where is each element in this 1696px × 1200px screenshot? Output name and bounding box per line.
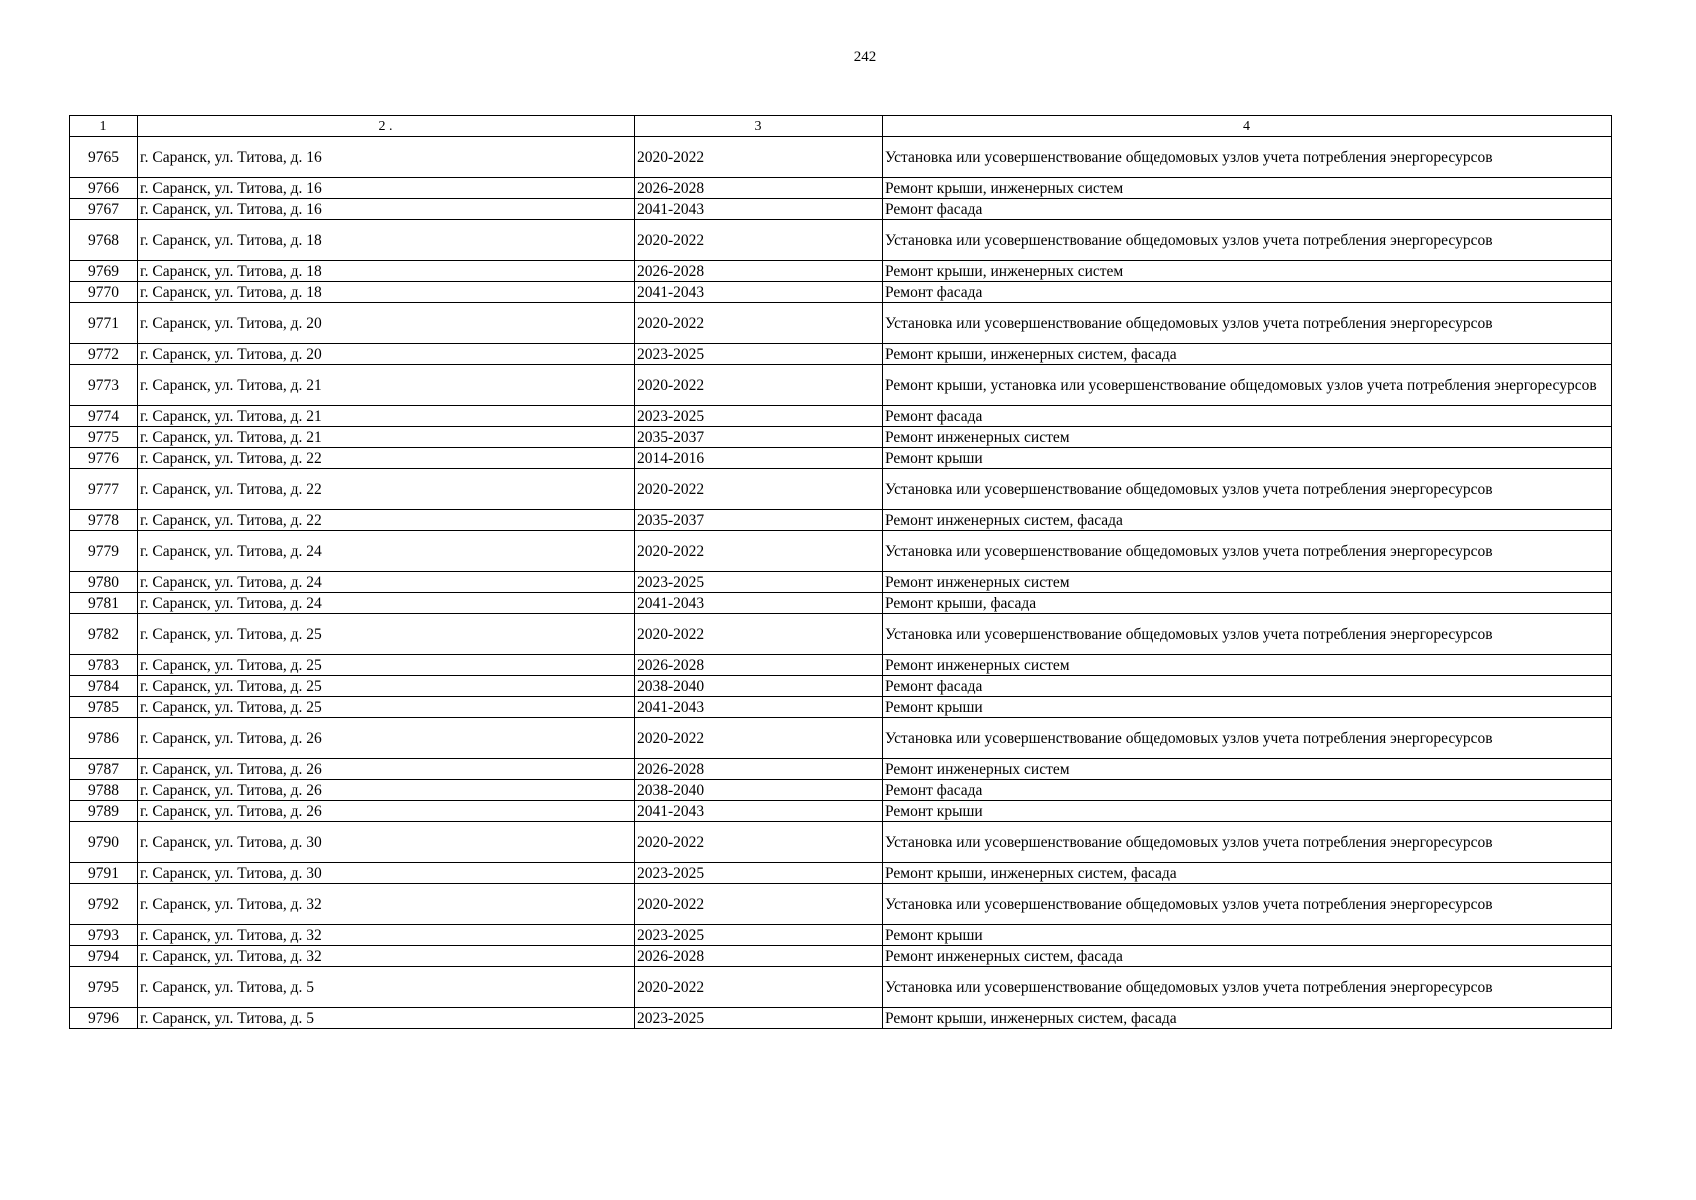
row-number: 9778 (70, 510, 138, 531)
row-number: 9795 (70, 967, 138, 1008)
address-cell: г. Саранск, ул. Титова, д. 20 (138, 344, 635, 365)
row-number: 9793 (70, 925, 138, 946)
address-cell: г. Саранск, ул. Титова, д. 25 (138, 614, 635, 655)
header-col-2: 2 . (138, 116, 635, 137)
work-type-cell: Установка или усовершенствование общедомовых узлов учета потребления энергоресурсов (883, 137, 1612, 178)
period-cell: 2023-2025 (635, 406, 883, 427)
row-number: 9777 (70, 469, 138, 510)
address-cell: г. Саранск, ул. Титова, д. 21 (138, 406, 635, 427)
table-row (70, 780, 1612, 801)
work-type-cell: Ремонт инженерных систем (883, 759, 1612, 780)
work-type-cell: Ремонт крыши (883, 697, 1612, 718)
period-cell: 2020-2022 (635, 967, 883, 1008)
table-row (70, 967, 1612, 1008)
address-cell: г. Саранск, ул. Титова, д. 16 (138, 137, 635, 178)
table-row (70, 448, 1612, 469)
period-cell: 2023-2025 (635, 1008, 883, 1029)
table-body (70, 137, 1612, 1029)
address-cell: г. Саранск, ул. Титова, д. 24 (138, 593, 635, 614)
address-cell: г. Саранск, ул. Титова, д. 26 (138, 718, 635, 759)
row-number: 9787 (70, 759, 138, 780)
period-cell: 2020-2022 (635, 614, 883, 655)
table-row (70, 261, 1612, 282)
work-type-cell: Установка или усовершенствование общедомовых узлов учета потребления энергоресурсов (883, 614, 1612, 655)
row-number: 9779 (70, 531, 138, 572)
table-row (70, 531, 1612, 572)
period-cell: 2026-2028 (635, 261, 883, 282)
row-number: 9773 (70, 365, 138, 406)
period-cell: 2020-2022 (635, 137, 883, 178)
row-number: 9765 (70, 137, 138, 178)
row-number: 9782 (70, 614, 138, 655)
work-type-cell: Ремонт крыши, инженерных систем, фасада (883, 863, 1612, 884)
work-type-cell: Ремонт инженерных систем (883, 655, 1612, 676)
address-cell: г. Саранск, ул. Титова, д. 30 (138, 863, 635, 884)
row-number: 9780 (70, 572, 138, 593)
work-type-cell: Установка или усовершенствование общедомовых узлов учета потребления энергоресурсов (883, 220, 1612, 261)
address-cell: г. Саранск, ул. Титова, д. 26 (138, 759, 635, 780)
work-type-cell: Ремонт крыши, фасада (883, 593, 1612, 614)
table-row (70, 925, 1612, 946)
address-cell: г. Саранск, ул. Титова, д. 5 (138, 1008, 635, 1029)
row-number: 9786 (70, 718, 138, 759)
work-type-cell: Ремонт инженерных систем, фасада (883, 510, 1612, 531)
row-number: 9788 (70, 780, 138, 801)
row-number: 9792 (70, 884, 138, 925)
work-type-cell: Ремонт фасада (883, 676, 1612, 697)
table-row (70, 822, 1612, 863)
row-number: 9790 (70, 822, 138, 863)
address-cell: г. Саранск, ул. Титова, д. 24 (138, 572, 635, 593)
table-row (70, 572, 1612, 593)
row-number: 9776 (70, 448, 138, 469)
period-cell: 2026-2028 (635, 178, 883, 199)
period-cell: 2020-2022 (635, 365, 883, 406)
period-cell: 2035-2037 (635, 427, 883, 448)
work-type-cell: Ремонт крыши, инженерных систем, фасада (883, 344, 1612, 365)
period-cell: 2023-2025 (635, 925, 883, 946)
row-number: 9791 (70, 863, 138, 884)
table-row (70, 801, 1612, 822)
address-cell: г. Саранск, ул. Титова, д. 25 (138, 655, 635, 676)
address-cell: г. Саранск, ул. Титова, д. 18 (138, 282, 635, 303)
address-cell: г. Саранск, ул. Титова, д. 25 (138, 676, 635, 697)
row-number: 9772 (70, 344, 138, 365)
work-type-cell: Установка или усовершенствование общедомовых узлов учета потребления энергоресурсов (883, 718, 1612, 759)
address-cell: г. Саранск, ул. Титова, д. 21 (138, 427, 635, 448)
period-cell: 2014-2016 (635, 448, 883, 469)
table-row (70, 406, 1612, 427)
work-type-cell: Установка или усовершенствование общедомовых узлов учета потребления энергоресурсов (883, 884, 1612, 925)
row-number: 9781 (70, 593, 138, 614)
period-cell: 2020-2022 (635, 220, 883, 261)
table-row (70, 199, 1612, 220)
period-cell: 2026-2028 (635, 655, 883, 676)
address-cell: г. Саранск, ул. Титова, д. 30 (138, 822, 635, 863)
period-cell: 2026-2028 (635, 946, 883, 967)
work-type-cell: Ремонт фасада (883, 282, 1612, 303)
table-row (70, 510, 1612, 531)
address-cell: г. Саранск, ул. Титова, д. 22 (138, 510, 635, 531)
header-col-1: 1 (70, 116, 138, 137)
row-number: 9783 (70, 655, 138, 676)
address-cell: г. Саранск, ул. Титова, д. 22 (138, 448, 635, 469)
period-cell: 2041-2043 (635, 282, 883, 303)
address-cell: г. Саранск, ул. Титова, д. 26 (138, 801, 635, 822)
repair-schedule-table (69, 115, 1612, 1029)
work-type-cell: Установка или усовершенствование общедомовых узлов учета потребления энергоресурсов (883, 967, 1612, 1008)
row-number: 9789 (70, 801, 138, 822)
work-type-cell: Ремонт крыши, инженерных систем, фасада (883, 1008, 1612, 1029)
address-cell: г. Саранск, ул. Титова, д. 18 (138, 261, 635, 282)
period-cell: 2020-2022 (635, 469, 883, 510)
work-type-cell: Установка или усовершенствование общедомовых узлов учета потребления энергоресурсов (883, 469, 1612, 510)
address-cell: г. Саранск, ул. Титова, д. 5 (138, 967, 635, 1008)
row-number: 9766 (70, 178, 138, 199)
table-row (70, 863, 1612, 884)
table-row (70, 946, 1612, 967)
table-row (70, 427, 1612, 448)
table-row (70, 593, 1612, 614)
table-row (70, 469, 1612, 510)
table-row (70, 220, 1612, 261)
work-type-cell: Ремонт крыши, инженерных систем (883, 178, 1612, 199)
table-row (70, 178, 1612, 199)
row-number: 9785 (70, 697, 138, 718)
period-cell: 2023-2025 (635, 572, 883, 593)
address-cell: г. Саранск, ул. Титова, д. 32 (138, 925, 635, 946)
table-row (70, 884, 1612, 925)
header-col-4: 4 (883, 116, 1612, 137)
work-type-cell: Ремонт инженерных систем, фасада (883, 946, 1612, 967)
period-cell: 2026-2028 (635, 759, 883, 780)
period-cell: 2020-2022 (635, 822, 883, 863)
period-cell: 2023-2025 (635, 344, 883, 365)
work-type-cell: Ремонт крыши (883, 801, 1612, 822)
work-type-cell: Ремонт крыши, установка или усовершенствование общедомовых узлов учета потребления энергоресурсов (883, 365, 1612, 406)
table-row (70, 365, 1612, 406)
row-number: 9768 (70, 220, 138, 261)
table-row (70, 697, 1612, 718)
period-cell: 2023-2025 (635, 863, 883, 884)
address-cell: г. Саранск, ул. Титова, д. 25 (138, 697, 635, 718)
period-cell: 2041-2043 (635, 697, 883, 718)
table-header-row (70, 116, 1612, 137)
period-cell: 2020-2022 (635, 303, 883, 344)
table-row (70, 655, 1612, 676)
work-type-cell: Установка или усовершенствование общедомовых узлов учета потребления энергоресурсов (883, 303, 1612, 344)
table-row (70, 676, 1612, 697)
row-number: 9770 (70, 282, 138, 303)
row-number: 9767 (70, 199, 138, 220)
table-row (70, 1008, 1612, 1029)
table-row (70, 282, 1612, 303)
period-cell: 2041-2043 (635, 801, 883, 822)
address-cell: г. Саранск, ул. Титова, д. 24 (138, 531, 635, 572)
row-number: 9774 (70, 406, 138, 427)
address-cell: г. Саранск, ул. Титова, д. 16 (138, 199, 635, 220)
period-cell: 2041-2043 (635, 199, 883, 220)
table-row (70, 303, 1612, 344)
address-cell: г. Саранск, ул. Титова, д. 20 (138, 303, 635, 344)
address-cell: г. Саранск, ул. Титова, д. 22 (138, 469, 635, 510)
work-type-cell: Установка или усовершенствование общедомовых узлов учета потребления энергоресурсов (883, 531, 1612, 572)
work-type-cell: Ремонт фасада (883, 199, 1612, 220)
work-type-cell: Ремонт инженерных систем (883, 572, 1612, 593)
address-cell: г. Саранск, ул. Титова, д. 16 (138, 178, 635, 199)
period-cell: 2041-2043 (635, 593, 883, 614)
address-cell: г. Саранск, ул. Титова, д. 18 (138, 220, 635, 261)
period-cell: 2020-2022 (635, 884, 883, 925)
work-type-cell: Ремонт крыши (883, 925, 1612, 946)
page-number: 242 (853, 49, 877, 65)
header-col-3: 3 (635, 116, 883, 137)
work-type-cell: Установка или усовершенствование общедомовых узлов учета потребления энергоресурсов (883, 822, 1612, 863)
period-cell: 2035-2037 (635, 510, 883, 531)
period-cell: 2020-2022 (635, 531, 883, 572)
work-type-cell: Ремонт фасада (883, 780, 1612, 801)
period-cell: 2038-2040 (635, 780, 883, 801)
work-type-cell: Ремонт крыши, инженерных систем (883, 261, 1612, 282)
table-row (70, 614, 1612, 655)
table-row (70, 137, 1612, 178)
table-row (70, 718, 1612, 759)
work-type-cell: Ремонт крыши (883, 448, 1612, 469)
row-number: 9784 (70, 676, 138, 697)
row-number: 9769 (70, 261, 138, 282)
work-type-cell: Ремонт инженерных систем (883, 427, 1612, 448)
address-cell: г. Саранск, ул. Титова, д. 32 (138, 884, 635, 925)
work-type-cell: Ремонт фасада (883, 406, 1612, 427)
address-cell: г. Саранск, ул. Титова, д. 21 (138, 365, 635, 406)
table-row (70, 344, 1612, 365)
table-row (70, 759, 1612, 780)
row-number: 9796 (70, 1008, 138, 1029)
row-number: 9794 (70, 946, 138, 967)
period-cell: 2020-2022 (635, 718, 883, 759)
period-cell: 2038-2040 (635, 676, 883, 697)
address-cell: г. Саранск, ул. Титова, д. 32 (138, 946, 635, 967)
address-cell: г. Саранск, ул. Титова, д. 26 (138, 780, 635, 801)
row-number: 9775 (70, 427, 138, 448)
row-number: 9771 (70, 303, 138, 344)
